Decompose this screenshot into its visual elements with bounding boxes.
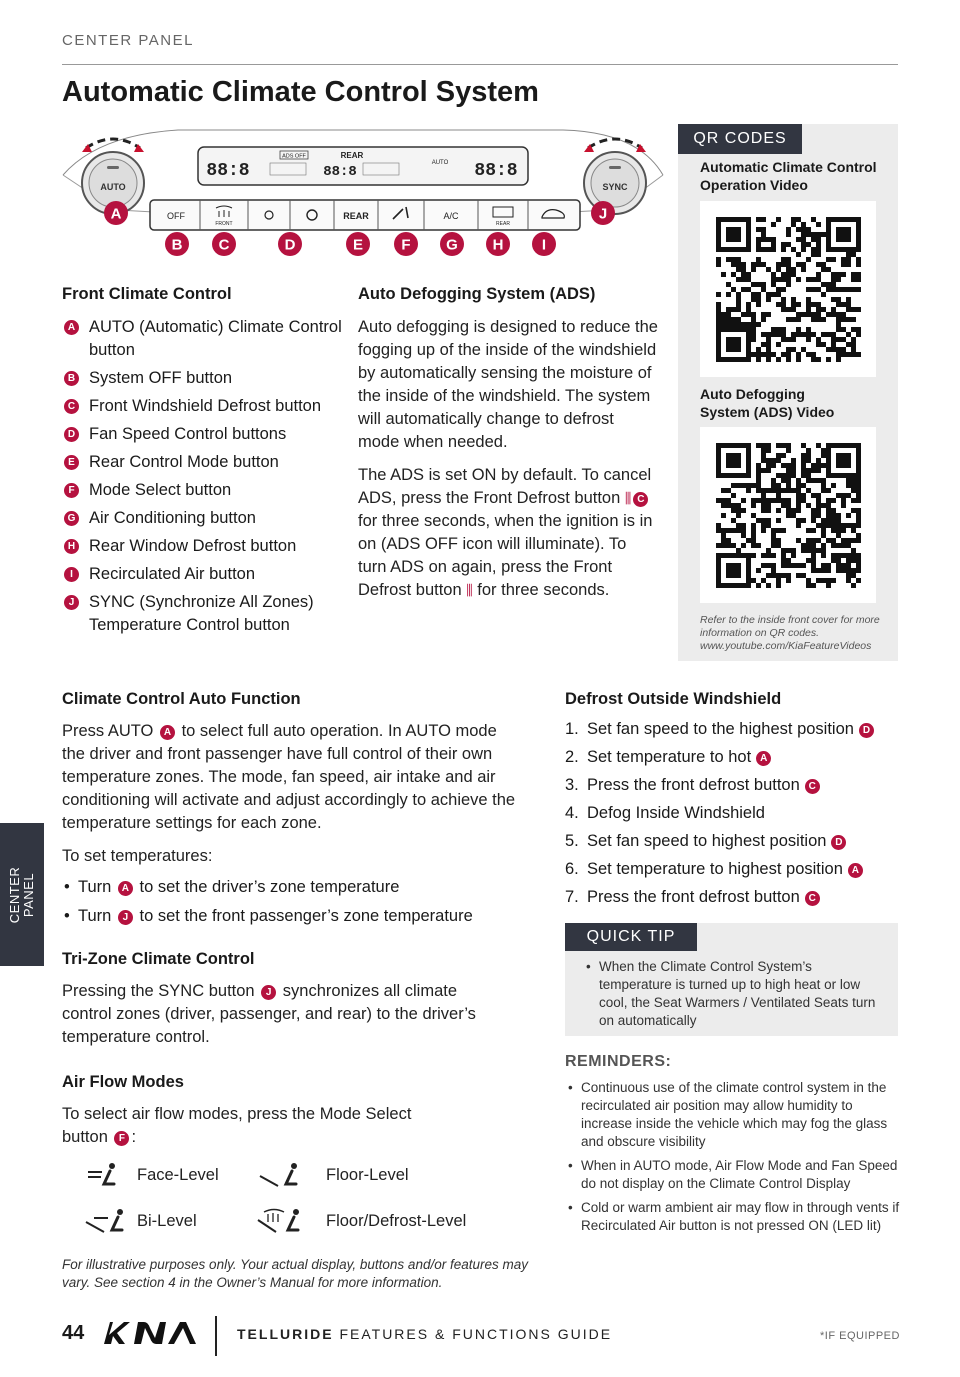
legend-list — [62, 316, 347, 637]
page-title: Automatic Climate Control System — [62, 76, 539, 108]
airflow-paragraph — [62, 1103, 442, 1149]
side-tab-line1: CENTER — [7, 866, 22, 924]
marker-h: H — [492, 236, 504, 254]
trizone-section — [62, 950, 502, 1049]
airflow-part-b: : — [131, 1128, 137, 1146]
reminders-section — [565, 1053, 900, 1235]
step-text: Set temperature to hot — [587, 748, 752, 766]
defrost-steps — [565, 718, 900, 909]
ads-p2-part-b: for three seconds, when the ignition is in on (ADS OFF icon will illuminate). To turn ADS on again, press the Front Defrost button — [358, 512, 653, 599]
floor-defrost-level-label: Floor/Defrost-Level — [326, 1212, 467, 1230]
quick-tip-tab: QUICK TIP — [565, 923, 697, 951]
qr-note: Refer to the inside front cover for more information on QR codes. www.youtube.com/KiaFeatureVideos — [700, 614, 880, 652]
legend-item — [62, 479, 347, 502]
airflow-title: Air Flow Modes — [62, 1073, 184, 1091]
floor-level-icon — [256, 1162, 302, 1190]
ads-p2-part-c: for three seconds. — [477, 581, 610, 599]
legend-item — [62, 367, 347, 390]
face-level-label: Face-Level — [137, 1166, 219, 1184]
footer-model: TELLURIDE — [237, 1326, 334, 1342]
badge-a: A — [118, 881, 133, 896]
marker-i: I — [541, 236, 547, 254]
bi-level-icon — [82, 1208, 128, 1236]
step-text: Set fan speed to the highest position — [587, 720, 854, 738]
legend-text: Air Conditioning button — [89, 509, 256, 527]
defrost-step — [565, 746, 900, 769]
qr-code-2[interactable] — [700, 427, 876, 603]
qr-code-1[interactable] — [700, 201, 876, 377]
auto-p-part-b: to select full auto operation. In AUTO mode the driver and front passenger have full control of their own temperature zones. The mode, fan speed, air intake and air conditioning will activate and adjust accordingly to achieve the temperature settings for each zone. — [62, 722, 516, 832]
qr-caption-2: Auto Defogging System (ADS) Video — [700, 386, 835, 420]
ads-paragraph-2 — [358, 464, 658, 602]
trizone-paragraph — [62, 980, 502, 1049]
auto-function-title: Climate Control Auto Function — [62, 690, 301, 708]
legend-badge: C — [64, 399, 79, 414]
legend-badge: F — [64, 483, 79, 498]
step-text: Press the front defrost button — [587, 888, 800, 906]
legend-item — [62, 535, 347, 558]
defrost-title: Defrost Outside Windshield — [565, 690, 782, 708]
front-climate-title: Front Climate Control — [62, 285, 232, 303]
defrost-icon: ⫼ — [624, 490, 632, 506]
display-left-temp: 88:8 — [206, 161, 250, 181]
ads-section — [358, 285, 658, 602]
display-rear: REAR — [340, 151, 364, 160]
legend-text: Mode Select button — [89, 481, 232, 499]
legend-text: Fan Speed Control buttons — [89, 425, 287, 443]
defrost-step — [565, 774, 900, 797]
step-number: 4. — [565, 804, 579, 822]
side-tab — [0, 823, 44, 966]
badge-j: J — [118, 910, 133, 925]
step-text: Defog Inside Windshield — [587, 804, 765, 822]
reminder-item: • When in AUTO mode, Air Flow Mode and Fan Speed do not display on the Climate Control Display — [565, 1157, 900, 1193]
defrost-step — [565, 886, 900, 909]
auto-function-paragraph — [62, 720, 522, 835]
panel-btn-off: OFF — [167, 211, 185, 221]
ads-title: Auto Defogging System (ADS) — [358, 285, 596, 303]
qr-caption-1: Automatic Climate Control Operation Video — [700, 159, 877, 193]
legend-text: Front Windshield Defrost button — [89, 397, 322, 415]
reminders-title: REMINDERS: — [565, 1053, 672, 1070]
display-ads-off: ADS OFF — [282, 153, 306, 160]
footer-if-equipped: *IF EQUIPPED — [820, 1330, 900, 1342]
legend-text: Rear Control Mode button — [89, 453, 279, 471]
auto-p-part-a: Press AUTO — [62, 722, 154, 740]
legend-badge: H — [64, 539, 79, 554]
disclaimer: For illustrative purposes only. Your actual display, buttons and/or features may vary. See section 4 in the Owner’s Manual for more information. — [62, 1257, 528, 1290]
airflow-part-a: To select air flow modes, press the Mode Select button — [62, 1105, 412, 1146]
display-center-temp: 88:8 — [323, 164, 357, 180]
legend-badge: B — [64, 371, 79, 386]
defrost-step — [565, 718, 900, 741]
side-tab-line2: PANEL — [21, 872, 36, 918]
step-badge: D — [859, 723, 874, 738]
ads-p2-part-a: The ADS is set ON by default. To cancel ADS, press the Front Defrost button — [358, 466, 652, 507]
step-badge: D — [831, 835, 846, 850]
step-number: 3. — [565, 776, 579, 794]
step-text: Set temperature to highest position — [587, 860, 843, 878]
header-divider — [62, 64, 898, 65]
side-tab-label — [8, 867, 36, 923]
step-text: Set fan speed to highest position — [587, 832, 827, 850]
bullet2-part-b: to set the front passenger’s zone temperature — [139, 907, 473, 925]
badge-f: F — [114, 1131, 129, 1146]
page-number: 44 — [62, 1322, 85, 1344]
step-number: 7. — [565, 888, 579, 906]
panel-btn-rear: REAR — [343, 211, 369, 221]
section-label: CENTER PANEL — [62, 32, 194, 49]
trizone-part-a: Pressing the SYNC button — [62, 982, 255, 1000]
display-auto-small: AUTO — [431, 160, 449, 166]
legend-badge: E — [64, 455, 79, 470]
auto-function-section — [62, 690, 522, 934]
legend-item — [62, 507, 347, 530]
floor-level-label: Floor-Level — [326, 1166, 409, 1184]
set-temps-label: To set temperatures: — [62, 847, 213, 865]
step-badge: A — [848, 863, 863, 878]
marker-c: C — [218, 236, 230, 254]
legend-text: Recirculated Air button — [89, 565, 256, 583]
marker-d: D — [284, 236, 296, 254]
legend-badge: A — [64, 320, 79, 335]
defrost-step — [565, 858, 900, 881]
bi-level-label: Bi-Level — [137, 1212, 197, 1230]
legend-badge: G — [64, 511, 79, 526]
knob-auto-label: AUTO — [100, 182, 126, 192]
qr-tab: QR CODES — [678, 124, 802, 154]
legend-item — [62, 563, 347, 586]
defrost-icon: ⫼ — [466, 582, 473, 598]
kia-logo — [100, 1318, 200, 1348]
reminder-item: • Continuous use of the climate control system in the recirculated air position may allow humidity to increase inside the vehicle which may fog the glass and obscure visibility — [565, 1079, 900, 1151]
marker-a: A — [110, 205, 122, 223]
legend-text: AUTO (Automatic) Climate Control button — [89, 318, 342, 359]
step-badge: A — [756, 751, 771, 766]
floor-defrost-level-icon — [254, 1206, 304, 1236]
legend-item — [62, 316, 347, 362]
temp-bullet-passenger — [62, 905, 522, 928]
defrost-section — [565, 690, 900, 914]
step-badge: C — [805, 779, 820, 794]
footer-guide — [237, 1326, 612, 1342]
badge-c: C — [633, 492, 648, 507]
trizone-part-b: synchronizes all climate control zones (driver, passenger, and rear) to the driver’s temperature control. — [62, 982, 476, 1046]
bullet2-part-a: Turn — [78, 907, 112, 925]
legend-text: SYNC (Synchronize All Zones) Temperature Control button — [89, 593, 314, 634]
marker-j: J — [598, 205, 608, 223]
step-badge: C — [805, 891, 820, 906]
step-number: 6. — [565, 860, 579, 878]
display-right-temp: 88:8 — [474, 161, 518, 181]
reminder-item: • Cold or warm ambient air may flow in through vents if Recirculated Air button is not pressed ON (LED lit) — [565, 1199, 900, 1235]
legend-text: System OFF button — [89, 369, 233, 387]
face-level-icon — [84, 1162, 120, 1190]
knob-sync-label: SYNC — [602, 182, 628, 192]
defrost-step — [565, 830, 900, 853]
legend-item — [62, 451, 347, 474]
marker-e: E — [352, 236, 364, 254]
panel-btn-rear-small: REAR — [496, 221, 510, 227]
quick-tip-text: • When the Climate Control System’s temperature is turned up to high heat or low cool, the Seat Warmers / Ventilated Seats turn on automatically — [583, 958, 883, 1030]
climate-panel-illustration — [58, 120, 670, 265]
defrost-step — [565, 802, 900, 825]
legend-item — [62, 395, 347, 418]
bullet1-part-b: to set the driver’s zone temperature — [139, 878, 400, 896]
legend-badge: J — [64, 595, 79, 610]
panel-btn-ac: A/C — [443, 211, 459, 221]
marker-g: G — [446, 236, 458, 254]
step-number: 2. — [565, 748, 579, 766]
legend-item — [62, 423, 347, 446]
legend-badge: D — [64, 427, 79, 442]
legend-text: Rear Window Defrost button — [89, 537, 297, 555]
step-text: Press the front defrost button — [587, 776, 800, 794]
badge-a: A — [160, 725, 175, 740]
marker-f: F — [401, 236, 411, 254]
legend-badge: I — [64, 567, 79, 582]
step-number: 5. — [565, 832, 579, 850]
panel-btn-front: FRONT — [215, 221, 233, 227]
marker-b: B — [171, 236, 183, 254]
trizone-title: Tri-Zone Climate Control — [62, 950, 255, 968]
step-number: 1. — [565, 720, 579, 738]
footer-guide-text: FEATURES & FUNCTIONS GUIDE — [339, 1326, 613, 1342]
legend-item — [62, 591, 347, 637]
ads-paragraph-1: Auto defogging is designed to reduce the fogging up of the inside of the windshield by automatically sensing the moisture of the inside of the windshield. The system will automatically change to defrost mode when needed. — [358, 318, 658, 451]
airflow-section — [62, 1073, 462, 1149]
temp-bullet-driver — [62, 876, 522, 899]
badge-j: J — [261, 985, 276, 1000]
bullet1-part-a: Turn — [78, 878, 112, 896]
footer-divider — [215, 1316, 217, 1356]
front-climate-legend — [62, 285, 347, 642]
